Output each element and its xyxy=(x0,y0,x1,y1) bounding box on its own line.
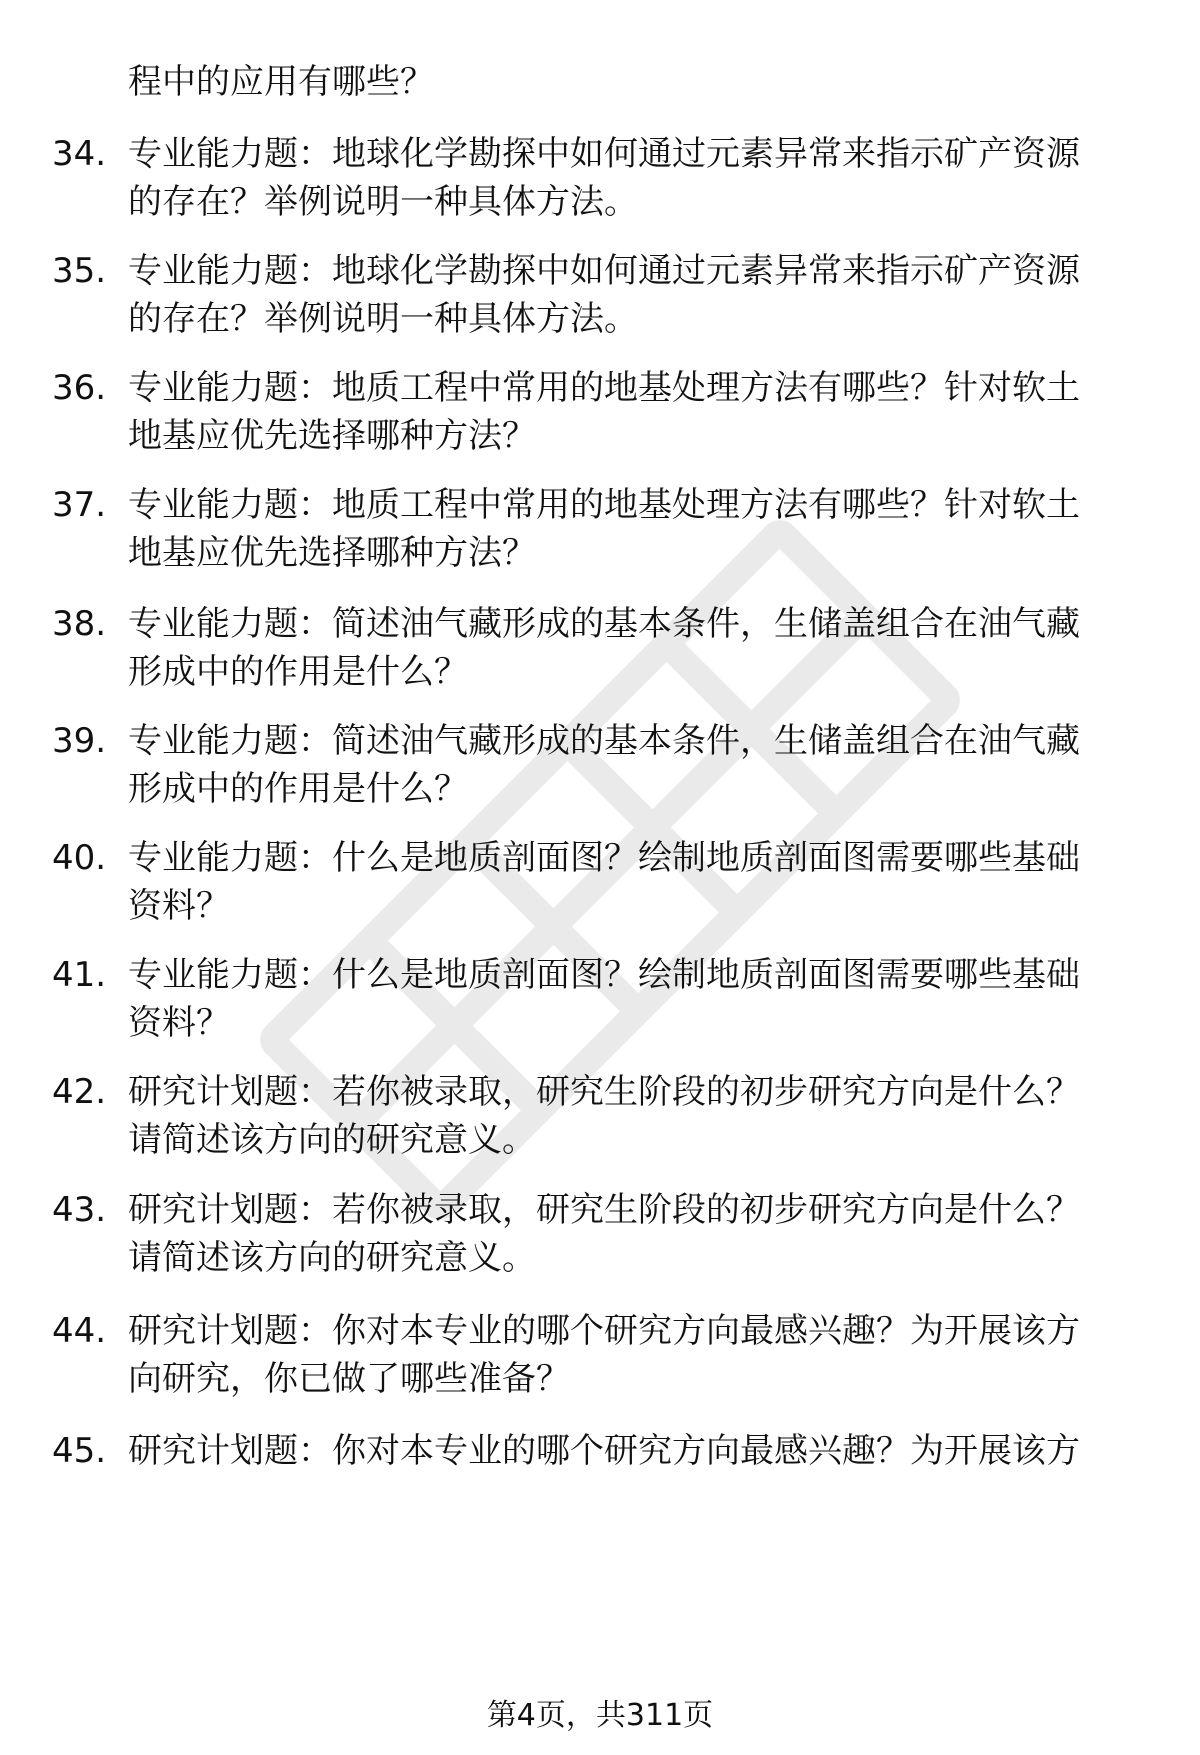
item-text: 专业能力题：地球化学勘探中如何通过元素异常来指示矿产资源 的存在？举例说明一种具体方法。 xyxy=(128,251,1080,339)
item-text: 研究计划题：若你被录取，研究生阶段的初步研究方向是什么？ 请简述该方向的研究意义。 xyxy=(128,1072,1080,1160)
continued-question-text: 程中的应用有哪些？ xyxy=(128,62,434,102)
item-number: 44. xyxy=(52,1311,107,1351)
item-number: 39. xyxy=(52,721,107,761)
item-text: 专业能力题：地质工程中常用的地基处理方法有哪些？针对软土 地基应优先选择哪种方法？ xyxy=(128,485,1080,573)
item-text: 专业能力题：什么是地质剖面图？绘制地质剖面图需要哪些基础 资料？ xyxy=(128,838,1080,926)
item-number: 40. xyxy=(52,838,107,878)
item-text: 专业能力题：简述油气藏形成的基本条件，生储盖组合在油气藏 形成中的作用是什么？ xyxy=(128,721,1080,809)
item-number: 36. xyxy=(52,368,107,408)
item-text: 专业能力题：什么是地质剖面图？绘制地质剖面图需要哪些基础 资料？ xyxy=(128,955,1080,1043)
item-number: 43. xyxy=(52,1190,107,1230)
item-text: 专业能力题：地质工程中常用的地基处理方法有哪些？针对软土 地基应优先选择哪种方法？ xyxy=(128,368,1080,456)
item-text: 研究计划题：你对本专业的哪个研究方向最感兴趣？为开展该方 向研究，你已做了哪些准备？ xyxy=(128,1311,1080,1399)
item-number: 41. xyxy=(52,955,107,995)
item-number: 42. xyxy=(52,1072,107,1112)
page-number-footer: 第4页，共311页 xyxy=(486,1698,714,1733)
item-text: 研究计划题：你对本专业的哪个研究方向最感兴趣？为开展该方 xyxy=(128,1431,1080,1471)
item-text: 研究计划题：若你被录取，研究生阶段的初步研究方向是什么？ 请简述该方向的研究意义。 xyxy=(128,1190,1080,1278)
item-number: 38. xyxy=(52,604,107,644)
item-text: 专业能力题：地球化学勘探中如何通过元素异常来指示矿产资源 的存在？举例说明一种具体方法。 xyxy=(128,134,1080,222)
item-number: 35. xyxy=(52,251,107,291)
item-number: 34. xyxy=(52,134,107,174)
item-number: 45. xyxy=(52,1431,107,1471)
item-text: 专业能力题：简述油气藏形成的基本条件，生储盖组合在油气藏 形成中的作用是什么？ xyxy=(128,604,1080,692)
item-number: 37. xyxy=(52,485,107,525)
